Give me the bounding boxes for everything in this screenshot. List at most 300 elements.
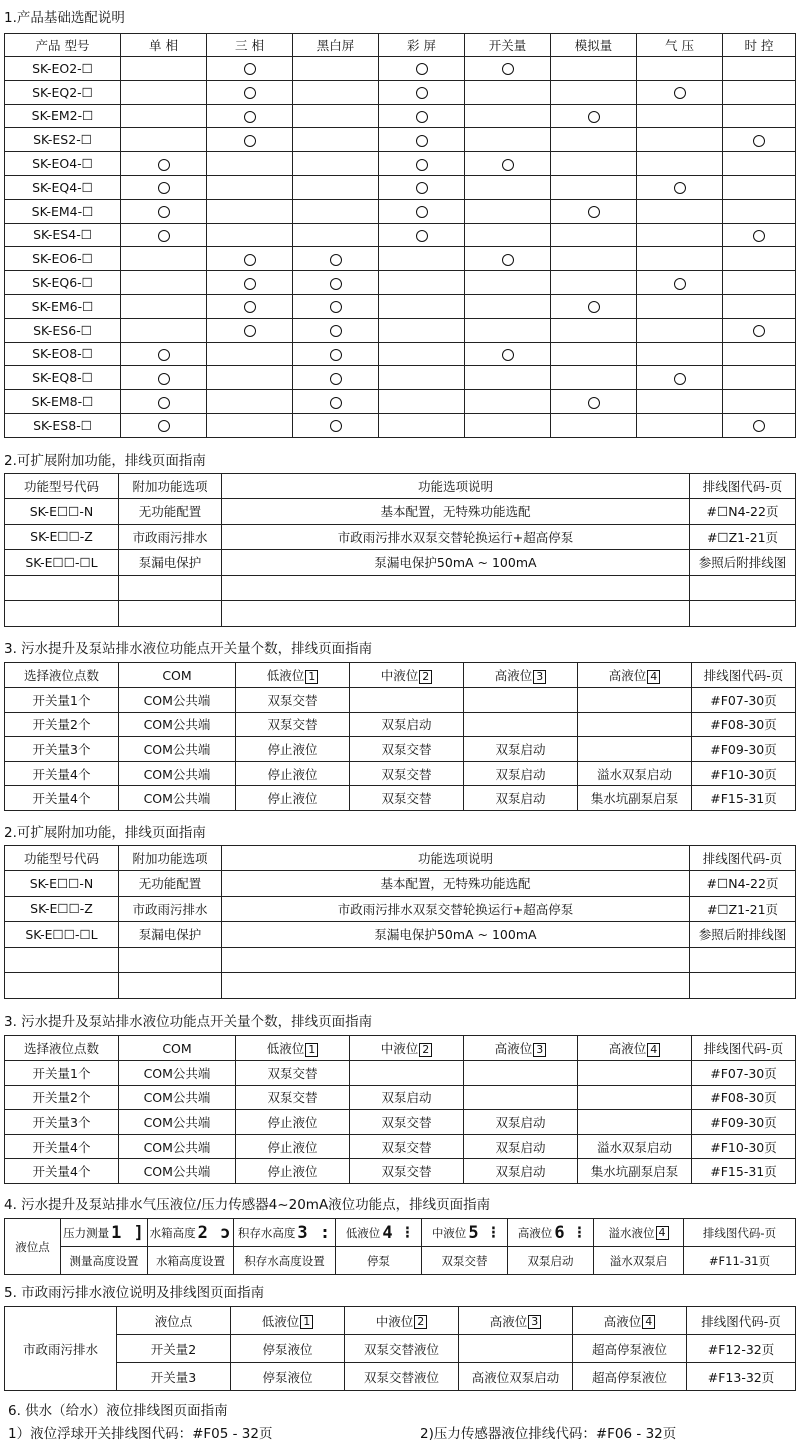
table-row	[5, 152, 796, 176]
table-cell: 双泵交替	[236, 712, 350, 737]
table-row	[5, 712, 796, 737]
option-cell	[293, 342, 379, 366]
table-row	[5, 366, 796, 390]
option-cell	[723, 223, 796, 247]
option-cell	[723, 318, 796, 342]
level-point-label: 排线图代码-页	[702, 1225, 777, 1240]
table-row	[5, 342, 796, 366]
table-cell: 双泵启动	[350, 712, 464, 737]
option-cell	[121, 413, 207, 437]
header-label: 高液位	[489, 1313, 528, 1329]
option-cell	[465, 247, 551, 271]
model-code: SK-EM2-☐	[5, 104, 121, 128]
option-cell	[121, 80, 207, 104]
table-cell: 泵漏电保护50mA ~ 100mA	[222, 550, 690, 576]
supported-circle-icon	[330, 254, 342, 266]
supported-circle-icon	[244, 87, 256, 99]
table-row	[5, 1335, 796, 1363]
product-selection-table	[4, 33, 796, 438]
option-cell	[379, 318, 465, 342]
option-cell	[121, 152, 207, 176]
supported-circle-icon	[244, 135, 256, 147]
table-header-row	[5, 1307, 796, 1335]
table-cell: 双泵交替	[350, 1134, 464, 1159]
option-cell	[551, 294, 637, 318]
table-row-bottom	[5, 1247, 796, 1275]
option-cell	[465, 271, 551, 295]
option-cell	[637, 199, 723, 223]
column-header	[578, 663, 692, 688]
table-cell: 双泵交替	[236, 1061, 350, 1086]
section-3-title: 3. 污水提升及泵站排水液位功能点开关量个数，排线页面指南	[4, 641, 373, 657]
switch-level-table	[4, 662, 796, 811]
option-cell	[723, 271, 796, 295]
table-cell: 开关量4个	[5, 1159, 119, 1184]
option-cell	[121, 294, 207, 318]
table-cell: 停泵液位	[231, 1335, 345, 1363]
supported-circle-icon	[158, 230, 170, 242]
table-cell: 开关量4个	[5, 1134, 119, 1159]
option-cell	[207, 128, 293, 152]
table-cell	[690, 947, 796, 973]
table-cell: 基本配置，无特殊功能选配	[222, 499, 690, 525]
supported-circle-icon	[674, 278, 686, 290]
table-cell: #F09-30页	[692, 737, 796, 762]
level-number-badge: 4	[642, 1315, 655, 1329]
table-cell: 双泵启动	[464, 761, 578, 786]
table-row	[5, 199, 796, 223]
table-cell	[464, 688, 578, 713]
table-row	[5, 175, 796, 199]
column-header: 功能选项说明	[222, 474, 690, 499]
addon-function-table-repeat	[4, 845, 796, 999]
table-row	[5, 80, 796, 104]
table-row	[5, 896, 796, 922]
table-cell	[464, 1061, 578, 1086]
table-cell: COM公共端	[119, 1159, 236, 1184]
option-cell	[637, 342, 723, 366]
supported-circle-icon	[416, 206, 428, 218]
level-number-badge: 2	[414, 1315, 427, 1329]
table-cell	[578, 737, 692, 762]
table-cell	[690, 973, 796, 999]
table-row	[5, 524, 796, 550]
option-cell	[293, 366, 379, 390]
column-header: 彩 屏	[379, 34, 465, 57]
column-header	[578, 1036, 692, 1061]
option-cell	[293, 318, 379, 342]
table-cell: COM公共端	[119, 688, 236, 713]
column-header: 功能型号代码	[5, 474, 119, 499]
table-cell: #F10-30页	[692, 761, 796, 786]
table-cell: 双泵交替	[350, 1110, 464, 1135]
table-row	[5, 973, 796, 999]
table-row	[5, 1134, 796, 1159]
table-cell	[459, 1335, 573, 1363]
option-cell	[637, 318, 723, 342]
option-cell	[207, 104, 293, 128]
table-cell	[690, 601, 796, 627]
table-cell: SK-E☐☐-☐L	[5, 922, 119, 948]
option-cell	[293, 104, 379, 128]
column-header	[345, 1307, 459, 1335]
table-cell: 双泵交替	[236, 688, 350, 713]
option-cell	[379, 152, 465, 176]
table-cell	[5, 575, 119, 601]
table-cell	[350, 1061, 464, 1086]
option-cell	[723, 104, 796, 128]
column-header	[464, 1036, 578, 1061]
option-cell	[465, 294, 551, 318]
header-label: 中液位	[380, 668, 419, 683]
column-header	[687, 1307, 796, 1335]
level-point-label: 积存水高度	[237, 1225, 296, 1240]
table-cell: 水箱高度设置	[148, 1247, 234, 1275]
option-cell	[465, 199, 551, 223]
table-cell: 停泵液位	[231, 1363, 345, 1391]
table-cell: 泵漏电保护	[119, 550, 222, 576]
column-header	[350, 1036, 464, 1061]
column-header	[117, 1307, 231, 1335]
level-point-label: 压力测量	[63, 1225, 110, 1240]
level-number-badge: 3	[533, 670, 546, 684]
table-cell: 集水坑副泵启泵	[578, 786, 692, 811]
column-header: 排线图代码-页	[690, 846, 796, 871]
supported-circle-icon	[244, 301, 256, 313]
supported-circle-icon	[330, 301, 342, 313]
table-cell: #F08-30页	[692, 712, 796, 737]
table-cell	[222, 601, 690, 627]
table-cell	[578, 712, 692, 737]
supported-circle-icon	[416, 135, 428, 147]
table-cell: 泵漏电保护	[119, 922, 222, 948]
table-cell: 双泵启动	[350, 1085, 464, 1110]
option-cell	[379, 57, 465, 81]
table-cell	[578, 1085, 692, 1110]
table-cell: 测量高度设置	[61, 1247, 148, 1275]
option-cell	[637, 80, 723, 104]
table-cell: 开关量3	[117, 1363, 231, 1391]
option-cell	[207, 294, 293, 318]
header-label: 排线图代码-页	[701, 1313, 781, 1329]
column-header: 黑白屏	[293, 34, 379, 57]
table-cell: #☐Z1-21页	[690, 524, 796, 550]
table-cell: 泵漏电保护50mA ~ 100mA	[222, 922, 690, 948]
option-cell	[551, 247, 637, 271]
option-cell	[293, 152, 379, 176]
option-cell	[465, 175, 551, 199]
option-cell	[723, 294, 796, 318]
column-header	[236, 1036, 350, 1061]
table-row	[5, 1363, 796, 1391]
supported-circle-icon	[753, 325, 765, 337]
table-cell: #F07-30页	[692, 1061, 796, 1086]
header-label: 排线图代码-页	[703, 668, 784, 683]
column-header	[5, 663, 119, 688]
supported-circle-icon	[416, 230, 428, 242]
table-cell: 积存水高度设置	[234, 1247, 336, 1275]
column-header	[464, 663, 578, 688]
option-cell	[723, 247, 796, 271]
level-number-badge: 3	[528, 1315, 541, 1329]
level-number-badge: 4	[647, 670, 660, 684]
option-cell	[551, 271, 637, 295]
option-cell	[293, 57, 379, 81]
table-cell: #F11-31页	[684, 1247, 796, 1275]
table-row	[5, 128, 796, 152]
model-code: SK-ES4-☐	[5, 223, 121, 247]
table-row	[5, 871, 796, 897]
header-label: 低液位	[266, 1041, 305, 1056]
option-cell	[551, 152, 637, 176]
model-code: SK-EO2-☐	[5, 57, 121, 81]
section-2-title: 2.可扩展附加功能，排线页面指南	[4, 453, 206, 469]
model-code: SK-EM4-☐	[5, 199, 121, 223]
column-header: 排线图代码-页	[690, 474, 796, 499]
model-code: SK-ES8-☐	[5, 413, 121, 437]
supported-circle-icon	[244, 254, 256, 266]
table-cell	[5, 973, 119, 999]
header-label: 高液位	[603, 1313, 642, 1329]
option-cell	[379, 390, 465, 414]
table-cell: 溢水双泵启动	[578, 761, 692, 786]
table-cell	[222, 973, 690, 999]
option-cell	[551, 57, 637, 81]
level-point-header	[336, 1219, 422, 1247]
segment-display-icon: 1 ]	[111, 1223, 145, 1243]
supported-circle-icon	[416, 87, 428, 99]
header-label: 低液位	[261, 1313, 300, 1329]
option-cell	[637, 223, 723, 247]
option-cell	[379, 175, 465, 199]
option-cell	[551, 413, 637, 437]
table-row	[5, 318, 796, 342]
table-cell: 开关量1个	[5, 1061, 119, 1086]
option-cell	[723, 80, 796, 104]
supported-circle-icon	[158, 373, 170, 385]
option-cell	[293, 271, 379, 295]
table-cell: #☐N4-22页	[690, 871, 796, 897]
table-cell: #☐Z1-21页	[690, 896, 796, 922]
option-cell	[465, 223, 551, 247]
table-cell: 停止液位	[236, 1134, 350, 1159]
supported-circle-icon	[416, 63, 428, 75]
table-cell	[578, 1110, 692, 1135]
level-number-badge: 2	[419, 1043, 432, 1057]
level-number-badge: 4	[647, 1043, 660, 1057]
supported-circle-icon	[753, 135, 765, 147]
option-cell	[379, 342, 465, 366]
header-label: 选择液位点数	[23, 1041, 99, 1056]
table-cell: 开关量4个	[5, 761, 119, 786]
column-header	[459, 1307, 573, 1335]
option-cell	[637, 175, 723, 199]
column-header: 开关量	[465, 34, 551, 57]
level-point-header	[422, 1219, 508, 1247]
table-row	[5, 271, 796, 295]
option-cell	[293, 223, 379, 247]
column-header: 功能型号代码	[5, 846, 119, 871]
option-cell	[293, 175, 379, 199]
segment-display-icon: 3 :	[297, 1223, 332, 1243]
option-cell	[551, 366, 637, 390]
table-row	[5, 390, 796, 414]
table-cell: 无功能配置	[119, 871, 222, 897]
table-cell: 双泵启动	[464, 737, 578, 762]
option-cell	[121, 342, 207, 366]
table-cell: #F13-32页	[687, 1363, 796, 1391]
table-row	[5, 294, 796, 318]
supported-circle-icon	[158, 349, 170, 361]
column-header	[573, 1307, 687, 1335]
supported-circle-icon	[753, 230, 765, 242]
table-cell: 双泵启动	[464, 1159, 578, 1184]
table-cell	[222, 575, 690, 601]
option-cell	[637, 366, 723, 390]
option-cell	[121, 271, 207, 295]
segment-display-icon: 6 ⁝	[554, 1223, 584, 1243]
pressure-level-table	[4, 1218, 796, 1275]
column-header	[236, 663, 350, 688]
option-cell	[207, 223, 293, 247]
supported-circle-icon	[753, 420, 765, 432]
model-code: SK-ES6-☐	[5, 318, 121, 342]
model-code: SK-EM8-☐	[5, 390, 121, 414]
option-cell	[551, 175, 637, 199]
table-cell: SK-E☐☐-N	[5, 499, 119, 525]
option-cell	[637, 413, 723, 437]
pressure-sensor-note: 2)压力传感器液位排线代码：#F06 - 32页	[420, 1426, 677, 1442]
option-cell	[465, 366, 551, 390]
column-header	[119, 663, 236, 688]
table-cell: 双泵启动	[508, 1247, 594, 1275]
table-cell: 双泵启动	[464, 1110, 578, 1135]
table-cell: 超高停泵液位	[573, 1363, 687, 1391]
option-cell	[551, 104, 637, 128]
table-cell: COM公共端	[119, 1134, 236, 1159]
table-row	[5, 786, 796, 811]
option-cell	[379, 104, 465, 128]
model-code: SK-EO6-☐	[5, 247, 121, 271]
option-cell	[293, 390, 379, 414]
option-cell	[379, 294, 465, 318]
option-cell	[637, 294, 723, 318]
supported-circle-icon	[416, 159, 428, 171]
table-row	[5, 947, 796, 973]
option-cell	[121, 57, 207, 81]
supported-circle-icon	[588, 206, 600, 218]
segment-display-icon: 5 ⁝	[468, 1223, 498, 1243]
table-cell: 市政雨污排水	[119, 524, 222, 550]
table-cell	[578, 688, 692, 713]
header-label: 中液位	[375, 1313, 414, 1329]
option-cell	[207, 57, 293, 81]
table-cell	[222, 947, 690, 973]
supported-circle-icon	[158, 420, 170, 432]
table-cell: 市政雨污排水	[119, 896, 222, 922]
level-point-header	[61, 1219, 148, 1247]
table-cell	[690, 575, 796, 601]
supported-circle-icon	[502, 254, 514, 266]
header-label: 低液位	[266, 668, 305, 683]
table-cell: #F15-31页	[692, 1159, 796, 1184]
header-label: 液位点	[154, 1313, 193, 1329]
table-row	[5, 413, 796, 437]
option-cell	[465, 128, 551, 152]
header-label: 高液位	[608, 668, 647, 683]
supported-circle-icon	[244, 325, 256, 337]
option-cell	[551, 199, 637, 223]
supported-circle-icon	[588, 397, 600, 409]
option-cell	[121, 390, 207, 414]
header-label: 排线图代码-页	[703, 1041, 784, 1056]
option-cell	[379, 199, 465, 223]
option-cell	[723, 413, 796, 437]
option-cell	[293, 80, 379, 104]
table-cell: 基本配置，无特殊功能选配	[222, 871, 690, 897]
option-cell	[637, 57, 723, 81]
option-cell	[723, 199, 796, 223]
option-cell	[121, 128, 207, 152]
column-header	[231, 1307, 345, 1335]
table-header-row	[5, 474, 796, 499]
option-cell	[551, 342, 637, 366]
level-point-header	[234, 1219, 336, 1247]
column-header: 附加功能选项	[119, 846, 222, 871]
option-cell	[551, 318, 637, 342]
column-header: 时 控	[723, 34, 796, 57]
column-header	[692, 1036, 796, 1061]
header-label: COM	[162, 1040, 192, 1056]
table-cell: 开关量1个	[5, 688, 119, 713]
column-header	[692, 663, 796, 688]
header-label: 高液位	[494, 668, 533, 683]
table-cell: 停止液位	[236, 786, 350, 811]
option-cell	[121, 175, 207, 199]
option-cell	[379, 80, 465, 104]
model-code: SK-EQ8-☐	[5, 366, 121, 390]
table-cell: 超高停泵液位	[573, 1335, 687, 1363]
level-point-header	[508, 1219, 594, 1247]
option-cell	[121, 366, 207, 390]
model-code: SK-EO8-☐	[5, 342, 121, 366]
switch-level-table-repeat	[4, 1035, 796, 1184]
supported-circle-icon	[674, 182, 686, 194]
option-cell	[207, 247, 293, 271]
row-header: 液位点	[5, 1219, 61, 1275]
supported-circle-icon	[674, 87, 686, 99]
table-row-top	[5, 1219, 796, 1247]
option-cell	[465, 342, 551, 366]
supported-circle-icon	[588, 301, 600, 313]
table-cell: #F15-31页	[692, 786, 796, 811]
supported-circle-icon	[416, 182, 428, 194]
section-4-title: 4. 污水提升及泵站排水气压液位/压力传感器4~20mA液位功能点，排线页面指南	[4, 1197, 491, 1213]
section-5-title: 5. 市政雨污排水液位说明及排线图页面指南	[4, 1285, 265, 1301]
table-cell: 无功能配置	[119, 499, 222, 525]
table-cell: 溢水双泵启	[594, 1247, 684, 1275]
table-row	[5, 104, 796, 128]
supported-circle-icon	[502, 63, 514, 75]
option-cell	[293, 413, 379, 437]
model-code: SK-EQ4-☐	[5, 175, 121, 199]
supported-circle-icon	[158, 159, 170, 171]
table-cell: 溢水双泵启动	[578, 1134, 692, 1159]
supported-circle-icon	[416, 111, 428, 123]
table-cell: 市政雨污排水双泵交替轮换运行+超高停泵	[222, 896, 690, 922]
float-switch-note: 1）液位浮球开关排线图代码：#F05 - 32页	[8, 1426, 273, 1442]
table-cell: 开关量2个	[5, 712, 119, 737]
